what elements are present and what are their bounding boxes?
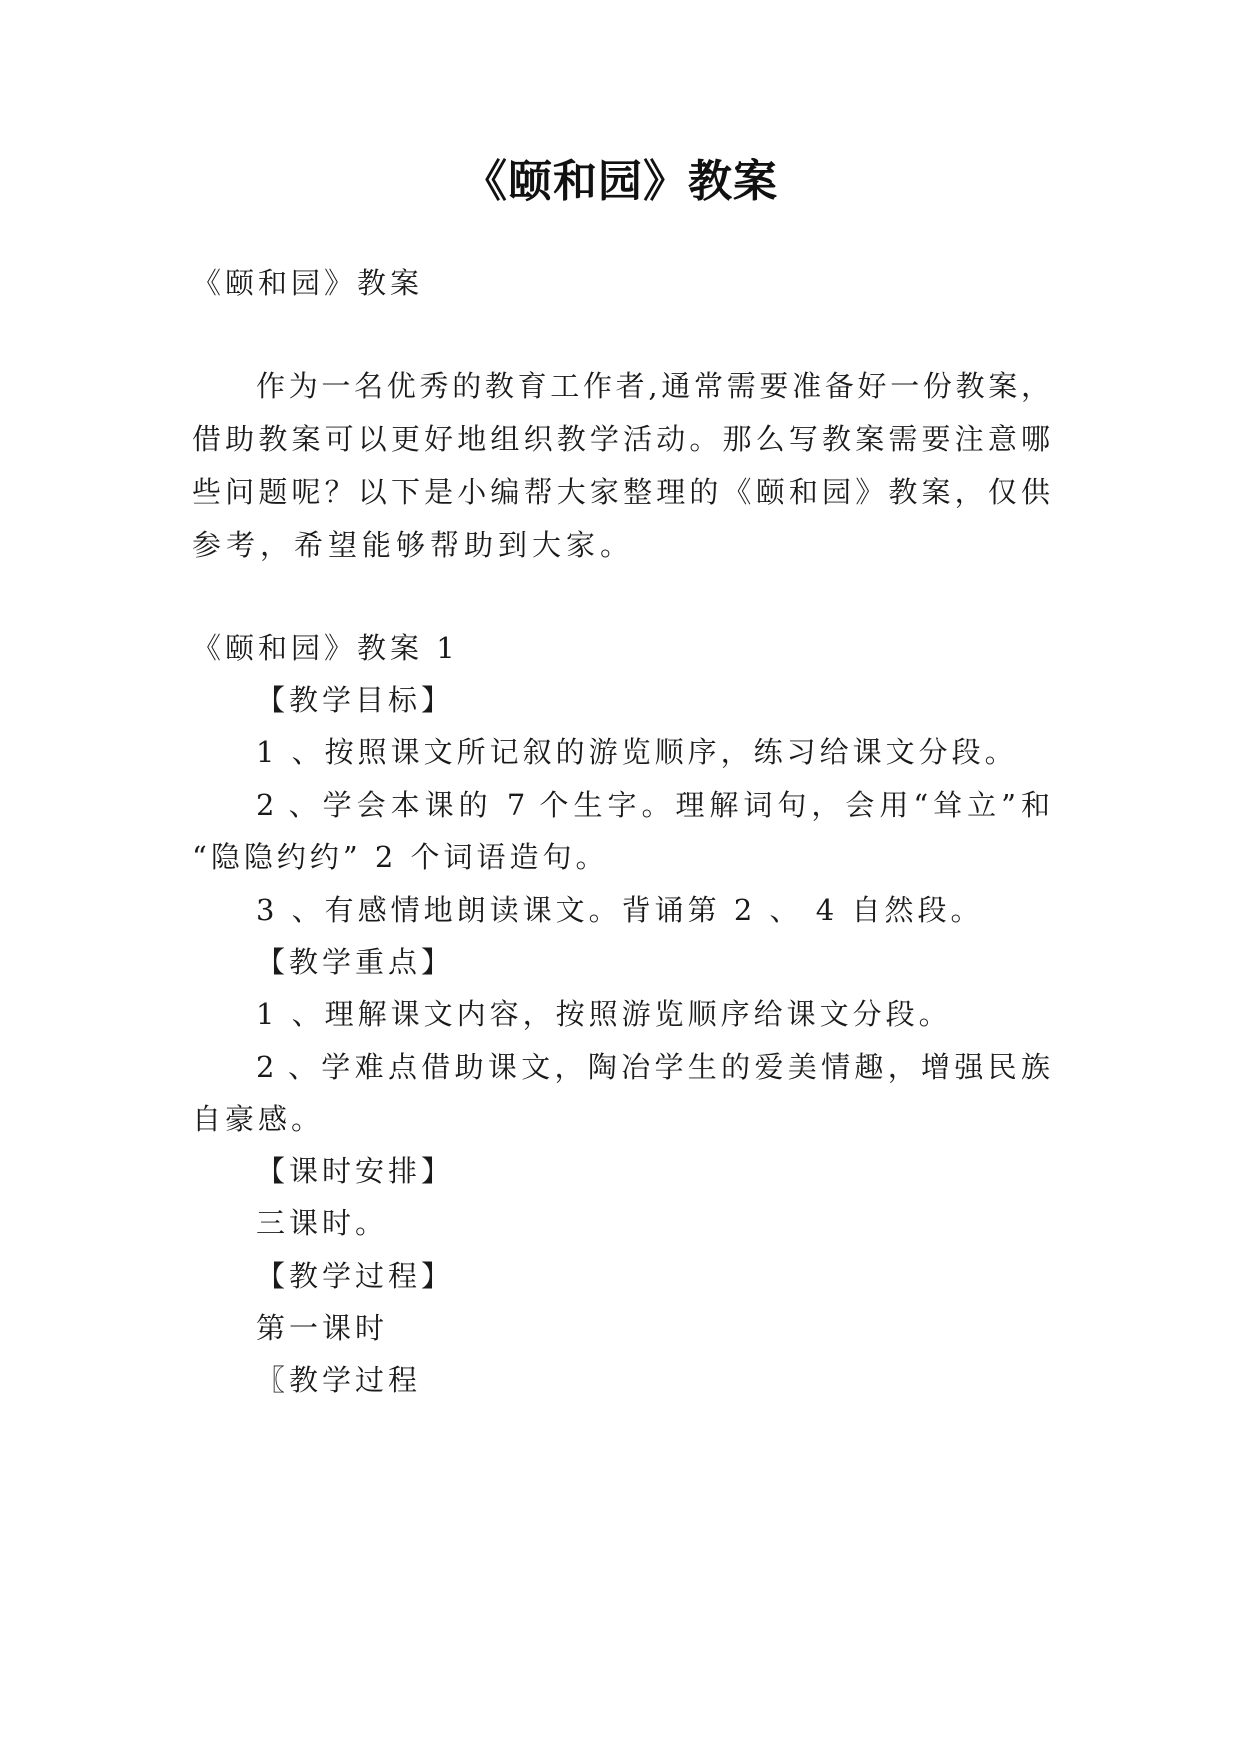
intro-line-3: 些问题呢？以下是小编帮大家整理的《颐和园》教案，仅供	[192, 475, 1050, 509]
goal-item-2-line-2: “隐隐约约” 2 个词语造句。	[192, 840, 609, 874]
schedule-text: 三课时。	[256, 1206, 389, 1240]
goals-heading: 【教学目标】	[256, 683, 455, 717]
process-heading: 【教学过程】	[256, 1259, 455, 1293]
goal-item-1: 1 、按照课文所记叙的游览顺序，练习给课文分段。	[256, 735, 1018, 769]
first-lesson-label: 第一课时	[256, 1311, 389, 1345]
focus-item-2-line-1: 2 、学难点借助课文，陶冶学生的爱美情趣，增强民族	[256, 1050, 1050, 1084]
intro-line-2: 借助教案可以更好地组织教学活动。那么写教案需要注意哪	[192, 422, 1050, 456]
process-subheading: 〖教学过程	[256, 1363, 422, 1397]
page-title: 《颐和园》教案	[463, 156, 778, 207]
goal-item-3: 3 、有感情地朗读课文。背诵第 2 、 4 自然段。	[256, 893, 984, 927]
focus-item-2-line-2: 自豪感。	[192, 1102, 325, 1136]
intro-line-4: 参考，希望能够帮助到大家。	[192, 528, 635, 562]
focus-item-1: 1 、理解课文内容，按照游览顺序给课文分段。	[256, 997, 952, 1031]
schedule-heading: 【课时安排】	[256, 1154, 455, 1188]
focus-heading: 【教学重点】	[256, 945, 455, 979]
document-subtitle: 《颐和园》教案	[192, 266, 424, 300]
goal-item-2-line-1: 2 、学会本课的 7 个生字。理解词句，会用“耸立”和	[256, 788, 1050, 822]
section-title: 《颐和园》教案 1	[192, 631, 459, 665]
intro-line-1: 作为一名优秀的教育工作者,通常需要准备好一份教案，	[256, 369, 1050, 403]
